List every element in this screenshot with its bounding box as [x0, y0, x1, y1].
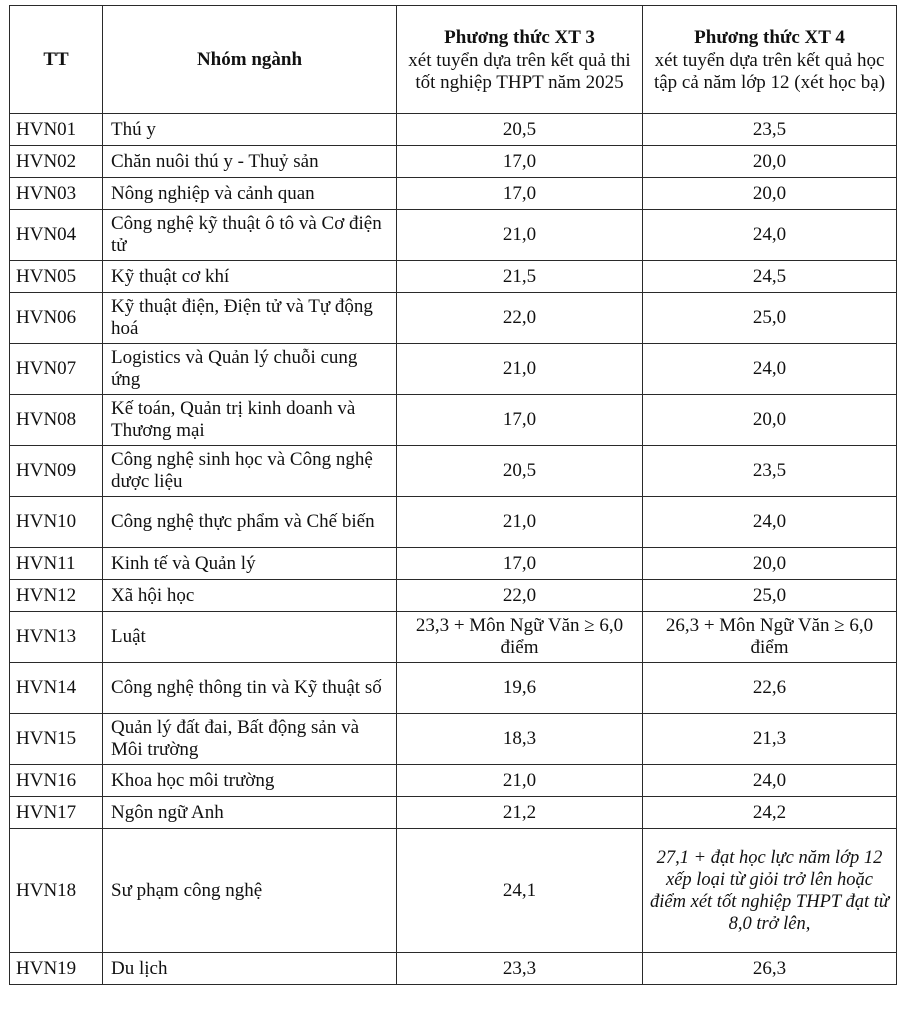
- table-row: [10, 663, 897, 714]
- row-xt3-score: 22,0: [397, 580, 643, 612]
- row-code: HVN07: [10, 344, 103, 395]
- row-xt3-score: 21,0: [397, 210, 643, 261]
- row-xt3-score: 20,5: [397, 114, 643, 146]
- row-name: Kỹ thuật cơ khí: [103, 261, 397, 293]
- row-xt3-score: 21,0: [397, 765, 643, 797]
- row-code: HVN04: [10, 210, 103, 261]
- row-xt4-score: 26,3: [643, 953, 897, 985]
- table-row: [10, 344, 897, 395]
- row-name: Nông nghiệp và cảnh quan: [103, 178, 397, 210]
- table-row: [10, 829, 897, 953]
- header-method-3: [397, 6, 643, 114]
- row-xt3-score: 17,0: [397, 395, 643, 446]
- row-xt4-score: 24,0: [643, 344, 897, 395]
- row-xt3-score: 20,5: [397, 446, 643, 497]
- row-code: HVN13: [10, 612, 103, 663]
- row-name: Công nghệ thực phẩm và Chế biến: [103, 497, 397, 548]
- row-xt3-score: 21,2: [397, 797, 643, 829]
- row-name: Khoa học môi trường: [103, 765, 397, 797]
- table-row: [10, 395, 897, 446]
- row-xt3-score: 23,3 + Môn Ngữ Văn ≥ 6,0 điểm: [397, 612, 643, 663]
- row-code: HVN11: [10, 548, 103, 580]
- table-row: [10, 548, 897, 580]
- row-xt3-score: 17,0: [397, 146, 643, 178]
- row-xt3-score: 21,0: [397, 344, 643, 395]
- table-row: [10, 210, 897, 261]
- row-xt4-score: 23,5: [643, 446, 897, 497]
- table-row: [10, 178, 897, 210]
- table-row: [10, 714, 897, 765]
- row-name: Luật: [103, 612, 397, 663]
- row-name: Kinh tế và Quản lý: [103, 548, 397, 580]
- row-code: HVN02: [10, 146, 103, 178]
- row-name: Công nghệ kỹ thuật ô tô và Cơ điện tử: [103, 210, 397, 261]
- table-row: [10, 497, 897, 548]
- row-code: HVN15: [10, 714, 103, 765]
- table-row: [10, 953, 897, 985]
- table-row: [10, 146, 897, 178]
- row-xt4-score: 20,0: [643, 178, 897, 210]
- row-xt4-score: 25,0: [643, 293, 897, 344]
- row-xt4-score: 20,0: [643, 395, 897, 446]
- table-header-row: [10, 6, 897, 114]
- row-xt4-score: 24,0: [643, 497, 897, 548]
- table-row: [10, 446, 897, 497]
- row-name: Công nghệ thông tin và Kỹ thuật số: [103, 663, 397, 714]
- row-code: HVN19: [10, 953, 103, 985]
- row-code: HVN12: [10, 580, 103, 612]
- row-code: HVN16: [10, 765, 103, 797]
- table-row: [10, 765, 897, 797]
- row-xt4-score: 24,0: [643, 765, 897, 797]
- row-name: Quản lý đất đai, Bất động sản và Môi trường: [103, 714, 397, 765]
- row-code: HVN05: [10, 261, 103, 293]
- row-name: Kỹ thuật điện, Điện tử và Tự động hoá: [103, 293, 397, 344]
- header-method-3-title: Phương thức XT 3: [444, 26, 595, 48]
- header-method-4: [643, 6, 897, 114]
- row-xt4-score-note: 27,1 + đạt học lực năm lớp 12 xếp loại từ giỏi trở lên hoặc điểm xét tốt nghiệp THPT đạt từ 8,0 trở lên,: [643, 829, 897, 953]
- row-xt4-score: 21,3: [643, 714, 897, 765]
- header-method-3-desc: xét tuyển dựa trên kết quả thi tốt nghiệp THPT năm 2025: [408, 49, 631, 93]
- row-name: Sư phạm công nghệ: [103, 829, 397, 953]
- row-xt3-score: 21,0: [397, 497, 643, 548]
- row-code: HVN18: [10, 829, 103, 953]
- table-row: [10, 114, 897, 146]
- row-xt3-score: 17,0: [397, 178, 643, 210]
- row-name: Xã hội học: [103, 580, 397, 612]
- row-xt4-score: 24,5: [643, 261, 897, 293]
- table-row: [10, 293, 897, 344]
- row-name: Kế toán, Quản trị kinh doanh và Thương mại: [103, 395, 397, 446]
- row-xt3-score: 22,0: [397, 293, 643, 344]
- row-xt4-score: 25,0: [643, 580, 897, 612]
- row-xt4-score: 24,0: [643, 210, 897, 261]
- header-tt-label: TT: [43, 48, 69, 70]
- row-code: HVN09: [10, 446, 103, 497]
- header-method-4-desc: xét tuyển dựa trên kết quả học tập cả năm lớp 12 (xét học bạ): [653, 49, 886, 93]
- row-code: HVN08: [10, 395, 103, 446]
- row-name: Chăn nuôi thú y - Thuỷ sản: [103, 146, 397, 178]
- row-xt4-score: 20,0: [643, 146, 897, 178]
- row-xt3-score: 24,1: [397, 829, 643, 953]
- table-row: [10, 612, 897, 663]
- table-row: [10, 797, 897, 829]
- row-code: HVN10: [10, 497, 103, 548]
- row-xt3-score: 19,6: [397, 663, 643, 714]
- row-code: HVN01: [10, 114, 103, 146]
- header-group-label: Nhóm ngành: [196, 48, 303, 70]
- row-xt4-score: 22,6: [643, 663, 897, 714]
- header-tt: [10, 6, 103, 114]
- row-xt4-score: 20,0: [643, 548, 897, 580]
- row-xt3-score: 17,0: [397, 548, 643, 580]
- row-name: Du lịch: [103, 953, 397, 985]
- row-xt3-score: 23,3: [397, 953, 643, 985]
- row-name: Công nghệ sinh học và Công nghệ dược liệu: [103, 446, 397, 497]
- row-xt3-score: 18,3: [397, 714, 643, 765]
- header-group: [103, 6, 397, 114]
- table-row: [10, 580, 897, 612]
- row-name: Thú y: [103, 114, 397, 146]
- row-code: HVN03: [10, 178, 103, 210]
- row-xt4-score: 23,5: [643, 114, 897, 146]
- row-xt4-score: 24,2: [643, 797, 897, 829]
- table-row: [10, 261, 897, 293]
- row-code: HVN17: [10, 797, 103, 829]
- admission-score-table: [9, 5, 897, 985]
- row-name: Logistics và Quản lý chuỗi cung ứng: [103, 344, 397, 395]
- row-code: HVN06: [10, 293, 103, 344]
- row-name: Ngôn ngữ Anh: [103, 797, 397, 829]
- row-xt4-score: 26,3 + Môn Ngữ Văn ≥ 6,0 điểm: [643, 612, 897, 663]
- row-code: HVN14: [10, 663, 103, 714]
- header-method-4-title: Phương thức XT 4: [694, 26, 845, 48]
- admission-score-table-container: [9, 5, 897, 985]
- row-xt3-score: 21,5: [397, 261, 643, 293]
